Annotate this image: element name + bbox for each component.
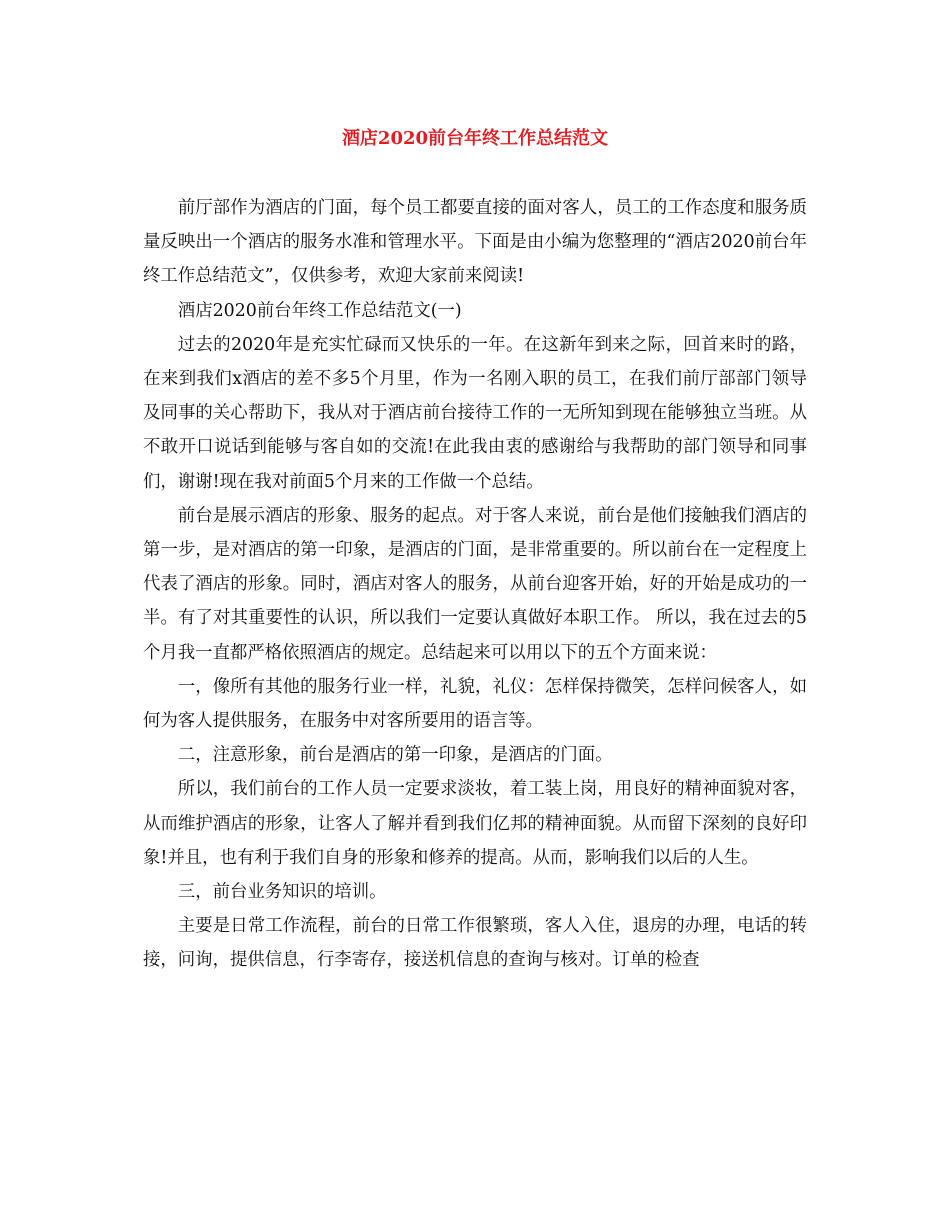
- paragraph-point-two: 二，注意形象，前台是酒店的第一印象，是酒店的门面。: [177, 745, 613, 766]
- document-title: 酒店2020前台年终工作总结范文: [341, 128, 609, 149]
- paragraph-year-review: 过去的2020年是充实忙碌而又快乐的一年。在这新年到来之际，回首来时的路，在来到我们x酒店的差不多5个月里，作为一名刚入职的员工，在我们前厅部部门领导及同事的关心帮助下，我从对于酒店前台接待工作的一无所知到现在能够独立当班。从不敢开口说话到能够与客自如的交流!在此我由衷的感谢给与我帮助的部门领导和同事们，谢谢!现在我对前面5个月来的工作做一个总结。: [143, 334, 807, 492]
- document-body: [143, 191, 807, 978]
- paragraph-daily-workflow: 主要是日常工作流程，前台的日常工作很繁琐，客人入住，退房的办理，电话的转接，问询，提供信息，行李寄存，接送机信息的查询与核对。订单的检查: [143, 916, 807, 971]
- paragraph-section-heading: 酒店2020前台年终工作总结范文(一): [177, 300, 462, 321]
- paragraph-appearance: 所以，我们前台的工作人员一定要求淡妆，着工装上岗，用良好的精神面貌对客，从而维护酒店的形象，让客人了解并看到我们亿邦的精神面貌。从而留下深刻的良好印象!并且，也有利于我们自身的形象和修养的提高。从而，影响我们以后的人生。: [143, 779, 807, 868]
- paragraph-intro: 前厅部作为酒店的门面，每个员工都要直接的面对客人，员工的工作态度和服务质量反映出一个酒店的服务水准和管理水平。下面是由小编为您整理的“酒店2020前台年终工作总结范文”，仅供参考，欢迎大家前来阅读!: [143, 198, 807, 287]
- paragraph-front-desk-role: 前台是展示酒店的形象、服务的起点。对于客人来说，前台是他们接触我们酒店的第一步，是对酒店的第一印象，是酒店的门面，是非常重要的。所以前台在一定程度上代表了酒店的形象。同时，酒店对客人的服务，从前台迎客开始，好的开始是成功的一半。有了对其重要性的认识，所以我们一定要认真做好本职工作。 所以，我在过去的5个月我一直都严格依照酒店的规定。总结起来可以用以下的五个方面来说：: [143, 505, 807, 663]
- paragraph-point-one: 一，像所有其他的服务行业一样，礼貌，礼仪：怎样保持微笑，怎样问候客人，如何为客人提供服务，在服务中对客所要用的语言等。: [143, 676, 807, 732]
- paragraph-point-three: 三，前台业务知识的培训。: [177, 882, 387, 903]
